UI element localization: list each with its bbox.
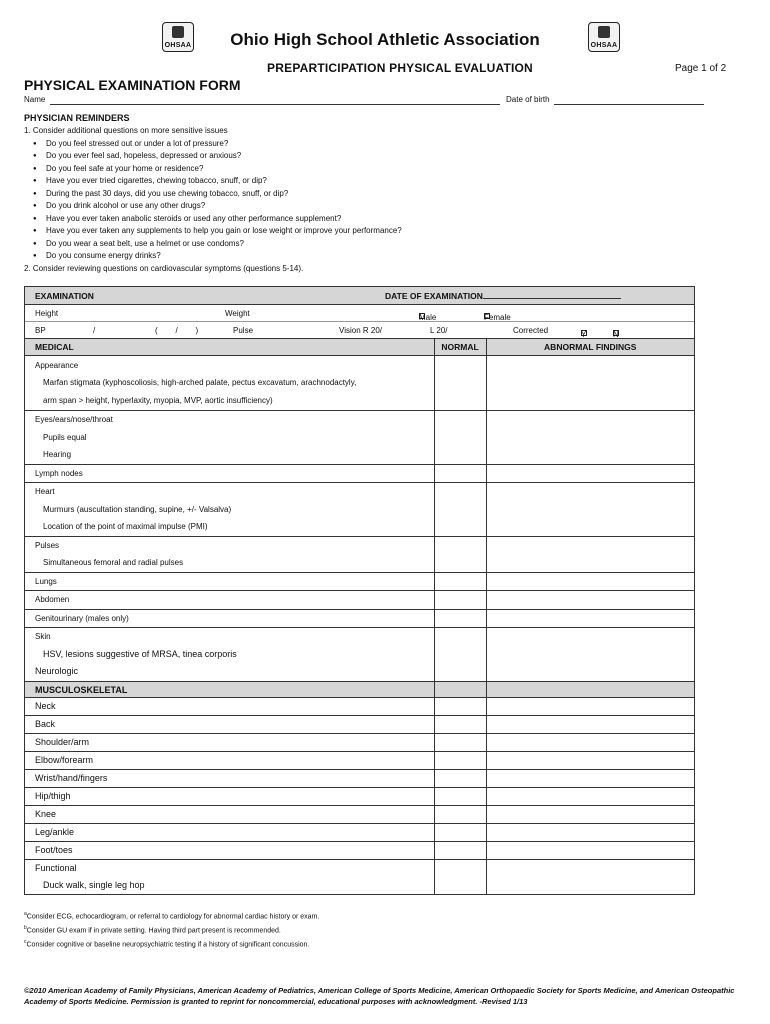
abnormal-cell[interactable] — [486, 483, 694, 537]
reminder-bullet: ● Do you ever feel sad, hopeless, depressed or anxious? — [44, 150, 724, 163]
normal-cell[interactable] — [434, 609, 486, 628]
examination-table — [24, 286, 695, 895]
reminder-bullet: ● Do you consume energy drinks? — [44, 250, 724, 263]
name-field[interactable] — [50, 104, 500, 105]
exam-item — [25, 609, 434, 628]
male-label: Male — [419, 313, 437, 322]
abnormal-cell[interactable] — [486, 572, 694, 591]
patient-row — [24, 95, 714, 109]
item-label: Pupils equal — [43, 432, 87, 442]
exam-item — [25, 411, 434, 465]
abnormal-cell[interactable] — [486, 859, 694, 894]
table-row — [25, 715, 694, 733]
table-row — [25, 805, 694, 823]
item-label: Appearance — [35, 360, 79, 370]
abnormal-cell[interactable] — [486, 715, 694, 733]
reminder-bullet: ● Do you drink alcohol or use any other drugs? — [44, 200, 724, 213]
table-row — [25, 536, 694, 572]
item-label: Murmurs (auscultation standing, supine, +/- Valsalva) — [43, 504, 232, 514]
item-label: Eyes/ears/nose/throat — [35, 415, 113, 424]
bp-label: BP — [35, 326, 46, 335]
abnormal-cell[interactable] — [486, 787, 694, 805]
musculoskeletal-title: MUSCULOSKELETAL — [25, 681, 434, 697]
abnormal-cell[interactable] — [486, 733, 694, 751]
examination-header — [25, 287, 694, 305]
normal-cell[interactable] — [434, 536, 486, 572]
item-label: Functional — [35, 862, 77, 873]
abnormal-cell[interactable] — [486, 841, 694, 859]
item-label: Elbow/forearm — [35, 754, 94, 765]
abnormal-cell[interactable] — [486, 464, 694, 483]
height-weight-row — [25, 305, 694, 322]
exam-item — [25, 483, 434, 537]
pulse-label: Pulse — [233, 326, 254, 335]
abnormal-cell[interactable] — [486, 823, 694, 841]
item-label: Location of the point of maximal impulse (PMI) — [43, 522, 208, 531]
reminders-title: PHYSICIAN REMINDERS — [24, 113, 130, 123]
footnote-mark: b — [24, 924, 27, 931]
item-label: Lungs — [35, 576, 57, 586]
normal-cell[interactable] — [434, 591, 486, 610]
table-row — [25, 859, 694, 894]
footnote-text: Consider GU exam if in private setting. Having third part present is recommended. — [26, 927, 281, 935]
normal-cell[interactable] — [434, 859, 486, 894]
item-label: Skin — [35, 632, 51, 641]
item-label: Leg/ankle — [35, 826, 75, 837]
table-row — [25, 841, 694, 859]
form-subtitle: PREPARTICIPATION PHYSICAL EVALUATION — [267, 61, 533, 75]
normal-cell[interactable] — [434, 464, 486, 483]
table-row — [25, 609, 694, 628]
table-row — [25, 572, 694, 591]
table-row — [25, 355, 694, 411]
name-label: Name — [24, 95, 46, 104]
exam-item — [25, 355, 434, 411]
exam-item — [25, 572, 434, 591]
reminder-bullet: ● Do you feel stressed out or under a lot of pressure? — [44, 138, 724, 151]
item-label: Marfan stigmata (kyphoscoliosis, high-arched palate, pectus excavatum, arachnodactyly, — [43, 378, 357, 387]
item-label: Hearing — [43, 450, 72, 459]
medical-title: MEDICAL — [25, 339, 434, 355]
normal-cell[interactable] — [434, 628, 486, 682]
item-label: Hip/thigh — [35, 790, 71, 801]
footnote — [24, 923, 319, 937]
abnormal-cell[interactable] — [486, 628, 694, 682]
abnormal-cell[interactable] — [486, 536, 694, 572]
no-label: N — [613, 330, 619, 339]
table-row — [25, 483, 694, 537]
medical-table — [25, 339, 694, 894]
reminder-bullet: ● Have you ever taken anabolic steroids or used any other performance supplement? — [44, 213, 724, 226]
footnote-mark: c — [24, 938, 27, 945]
abnormal-cell[interactable] — [486, 355, 694, 411]
female-label: Female — [484, 313, 511, 322]
abnormal-header: ABNORMAL FINDINGS — [486, 339, 694, 355]
exam-date-field[interactable] — [483, 298, 621, 299]
item-label: Wrist/hand/fingers — [35, 772, 108, 783]
normal-cell[interactable] — [434, 769, 486, 787]
table-row — [25, 751, 694, 769]
normal-cell[interactable] — [434, 355, 486, 411]
normal-cell[interactable] — [434, 787, 486, 805]
musculoskeletal-header — [25, 681, 694, 697]
table-row — [25, 411, 694, 465]
medical-header — [25, 339, 694, 355]
normal-cell[interactable] — [434, 697, 486, 715]
normal-cell[interactable] — [434, 411, 486, 465]
item-label: Neck — [35, 700, 56, 711]
logo-text: OHSAA — [590, 42, 618, 49]
item-label: Shoulder/arm — [35, 736, 90, 747]
page-number: Page 1 of 2 — [675, 63, 727, 74]
normal-cell[interactable] — [434, 483, 486, 537]
item-label: Heart — [35, 487, 55, 496]
footnote-text: Consider cognitive or baseline neuropsychiatric testing if a history of significant concussion. — [26, 940, 310, 948]
item-label: Back — [35, 718, 56, 729]
abnormal-cell[interactable] — [486, 411, 694, 465]
exam-item — [25, 536, 434, 572]
item-label: Foot/toes — [35, 844, 73, 855]
table-row — [25, 823, 694, 841]
normal-cell[interactable] — [434, 715, 486, 733]
table-row — [25, 628, 694, 682]
normal-cell[interactable] — [434, 823, 486, 841]
abnormal-cell[interactable] — [486, 769, 694, 787]
normal-cell[interactable] — [434, 751, 486, 769]
item-label: Genitourinary (males only) — [35, 613, 129, 623]
table-row — [25, 769, 694, 787]
normal-header: NORMAL — [434, 339, 486, 355]
exam-date-label: DATE OF EXAMINATION — [385, 291, 483, 301]
item-label: Duck walk, single leg hop — [43, 879, 145, 890]
abnormal-cell[interactable] — [486, 591, 694, 610]
reminder-bullets — [24, 138, 724, 263]
yes-label: Y — [581, 330, 587, 339]
footnotes — [24, 909, 319, 950]
item-label: Pulses — [35, 540, 60, 550]
header-cell — [434, 681, 486, 697]
form-title: PHYSICAL EXAMINATION FORM — [24, 77, 241, 93]
abnormal-cell[interactable] — [486, 805, 694, 823]
copyright-notice: ©2010 American Academy of Family Physicians, American Academy of Pediatrics, American College of Sports Medicine, American Orthopaedic Society for Sports Medicine, and American Osteopathic Academy of Sports Medicine. Permission is granted to reprint for noncommercial, educational purposes with acknowledgment. -Revised 1/13 — [24, 986, 735, 1006]
weight-label: Weight — [225, 309, 250, 318]
header-cell — [486, 681, 694, 697]
item-label: HSV, lesions suggestive of MRSA, tinea corporis — [43, 648, 237, 659]
abnormal-cell[interactable] — [486, 697, 694, 715]
normal-cell[interactable] — [434, 841, 486, 859]
reminder-bullet: ● Do you feel safe at your home or residence? — [44, 163, 724, 176]
abnormal-cell[interactable] — [486, 609, 694, 628]
footnote — [24, 909, 319, 923]
reminder-bullet: ● During the past 30 days, did you use chewing tobacco, snuff, or dip? — [44, 188, 724, 201]
bp-paren: ( / ) — [155, 326, 199, 335]
exam-item — [25, 591, 434, 610]
footnote — [24, 937, 319, 951]
abnormal-cell[interactable] — [486, 751, 694, 769]
vision-label: Vision R 20/ — [339, 326, 382, 335]
table-row — [25, 591, 694, 610]
table-row — [25, 733, 694, 751]
item-label: Simultaneous femoral and radial pulses — [43, 558, 184, 567]
association-title: Ohio High School Athletic Association — [230, 30, 540, 49]
footnote-mark: a — [24, 911, 27, 917]
exam-item — [25, 464, 434, 483]
reminder-item: 1. Consider additional questions on more sensitive issues — [24, 126, 228, 135]
item-label: arm span > height, hyperlaxity, myopia, MVP, aortic insufficiency) — [43, 395, 273, 405]
physician-reminders — [24, 113, 724, 275]
exam-item — [25, 628, 434, 682]
logo-text: OHSAA — [164, 42, 192, 49]
corrected-label: Corrected — [513, 326, 549, 335]
footnote-text: Consider ECG, echocardiogram, or referral to cardiology for abnormal cardiac history or exam. — [26, 913, 320, 921]
height-label: Height — [35, 309, 59, 318]
item-label: Knee — [35, 808, 57, 819]
normal-cell[interactable] — [434, 733, 486, 751]
bp-slash: / — [93, 326, 96, 335]
reminder-item: 2. Consider reviewing questions on cardiovascular symptoms (questions 5-14). — [24, 263, 304, 273]
item-label: Neurologic — [35, 666, 79, 676]
table-row — [25, 787, 694, 805]
item-label: Abdomen — [35, 595, 70, 604]
table-row — [25, 464, 694, 483]
item-label: Lymph nodes — [35, 468, 83, 478]
reminder-bullet: ● Have you ever tried cigarettes, chewing tobacco, snuff, or dip? — [44, 175, 724, 188]
normal-cell[interactable] — [434, 805, 486, 823]
table-row — [25, 697, 694, 715]
dob-label: Date of birth — [506, 95, 550, 104]
vitals-row — [25, 322, 694, 339]
normal-cell[interactable] — [434, 572, 486, 591]
reminder-bullet: ● Do you wear a seat belt, use a helmet or use condoms? — [44, 238, 724, 251]
reminder-bullet: ● Have you ever taken any supplements to help you gain or lose weight or improve your performance? — [44, 225, 724, 238]
dob-field[interactable] — [554, 104, 704, 105]
l20-label: L 20/ — [430, 326, 448, 335]
examination-title: EXAMINATION — [35, 291, 94, 301]
